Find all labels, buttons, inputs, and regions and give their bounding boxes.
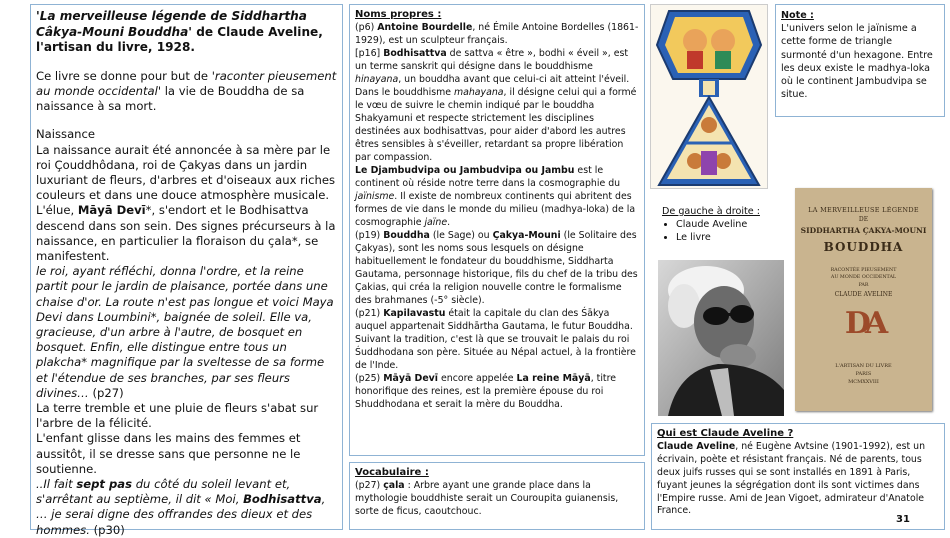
note-panel bbox=[775, 4, 945, 117]
book-cover-line: PARIS bbox=[855, 371, 872, 377]
p1-text-b: *, s'endort et le Bodhisattva descend dans son sein. Des signes précurseurs à la naissance, en particulier la floraison du çala*, se manifestent. bbox=[36, 203, 336, 264]
book-cover-line: AU MONDE OCCIDENTAL bbox=[830, 275, 897, 280]
book-cover-line: CLAUDE AVELINE bbox=[834, 291, 893, 298]
entry-text: , titre honorifique des reines, est la première épouse du roi Shuddhodana et serait la mère du Bouddha. bbox=[355, 373, 617, 410]
entry-text: (le Solitaire des Çakyas), sont les noms sous lesquels on désigne habituellement le fondateur du bouddhisme, Siddharta Gautama, personnage historique, fils du chef de la tribu des Çakias, qui créa la religion nouvelle contre le formalisme des brahmanes (-5° siècle). bbox=[355, 230, 638, 306]
biography-name: Claude Aveline bbox=[657, 440, 736, 452]
biography-body: , né Eugène Avtsine (1901-1992), est un écrivain, poète et résistant français. Né de parents, tous deux juifs russes qui se sont installés en 1891 à Paris, fuyant jeunes la ségrégation dont ils sont victimes dans l'Empire russe. Ami de Jean Vigoet, admirateur d'Anatole France. bbox=[657, 440, 926, 517]
quote-2-bold-2: Bodhisattva bbox=[243, 492, 322, 507]
entry-name: Bouddha bbox=[383, 230, 430, 241]
entry-name: Le Djambudvipa ou Jambudvipa ou Jambu bbox=[355, 165, 575, 176]
book-cover-line: RACONTÉE PIEUSEMENT bbox=[830, 268, 897, 273]
biography-text bbox=[657, 441, 939, 518]
quote-2 bbox=[36, 477, 338, 538]
vocabulary-entry bbox=[355, 479, 640, 518]
proper-names-panel bbox=[349, 4, 645, 456]
intro-quote: 'raconter pieusement au monde occidental' bbox=[36, 68, 337, 98]
vocabulary-panel bbox=[349, 462, 645, 530]
quote-1-text: le roi, ayant réfléchi, donna l'ordre, et la reine partit pour le jardin de plaisance, portée dans une chaise d'or. La route n'est pas longue et voici Maya Devi dans Loumbini*, baignée de soleil. Elle va, gracieuse, d'un arbre à l'autre, de bosquet en bosquet. Enfin, elle distingue entre tous un plakcha* magnifique par la sveltesse de sa forme et l'étendue de ses branches, par ses fleurs divines… bbox=[36, 264, 334, 400]
entry-ref: (p25) bbox=[355, 373, 384, 384]
quote-2-bold: sept pas bbox=[76, 477, 133, 492]
caption-heading: De gauche à droite : bbox=[662, 206, 760, 217]
book-cover-line: DE bbox=[858, 216, 869, 223]
entry-name: Bodhisattva bbox=[383, 48, 447, 59]
image-caption bbox=[662, 206, 792, 244]
entry-italic: jaïnisme bbox=[355, 191, 395, 202]
entry-ref: [p16] bbox=[355, 48, 384, 59]
entry-text: . Il existe de nombreux continents qui abritent des formes de vie dans le monde du milieu (madhya-loka) de la cosmographie bbox=[355, 191, 636, 228]
p1-text: La naissance aurait été annoncée à sa mère par le roi Çouddhôdana, roi de Çakyas dans un jardin luxuriant de fleurs, d'arbres et d'oiseaux aux riches couleurs et dans une douce atmosphère musicale. L'élue, bbox=[36, 142, 336, 218]
page-number: 31 bbox=[896, 514, 910, 525]
entry-italic: mahayana bbox=[453, 87, 504, 98]
caption-item: • Le livre bbox=[676, 232, 792, 245]
intro-text-a: Ce livre se donne pour but de bbox=[36, 68, 212, 83]
quote-2-c: , … je serai digne des offrandes des dieux et des hommes. bbox=[36, 492, 326, 537]
quote-1 bbox=[36, 264, 338, 401]
note-heading: Note : bbox=[781, 10, 814, 21]
proper-names-heading: Noms propres : bbox=[355, 9, 442, 20]
book-cover-image bbox=[795, 188, 932, 411]
entry-text: , il désigne celui qui a formé le vœu de suivre le chemin indiqué par le bouddha Shakyamuni et respecte strictement les disciplines destinées aux bodhisattvas, pour aider d'abord les autres êtres sensibles à s'éveiller, retardant sa propre libération par compassion. bbox=[355, 87, 637, 163]
p1-bold: Māyā Devī bbox=[77, 203, 146, 218]
main-text-panel bbox=[30, 4, 343, 537]
entry-text: (le Sage) ou bbox=[429, 230, 493, 241]
entry-bouddha bbox=[355, 229, 640, 307]
paragraph-2: La terre tremble et une pluie de fleurs s'abat sur l'arbre de la félicité. bbox=[36, 401, 319, 431]
note-text: L'univers selon le jaïnisme a cette forme de triangle surmonté d'un hexagone. Entre les deux existe le madhya-loka où le continent Jambudvipa se situe. bbox=[781, 23, 933, 101]
caption-list bbox=[662, 219, 792, 245]
entry-text: encore appelée bbox=[438, 373, 517, 384]
entry-bourdelle bbox=[355, 21, 640, 47]
book-cover-title: BOUDDHA bbox=[823, 240, 904, 254]
book-cover-line: L'ARTISAN DU LIVRE bbox=[835, 363, 892, 369]
book-cover-line: SIDDHARTHA ÇAKYA-MOUNI bbox=[800, 226, 927, 235]
entry-text: . bbox=[447, 217, 451, 228]
vocab-ref: (p27) bbox=[355, 480, 384, 491]
entry-text: , un bouddha avant que celui-ci ait atteint l'éveil. Dans le bouddhisme bbox=[355, 74, 630, 98]
quote-2-a: ..Il fait bbox=[36, 477, 77, 492]
quote-2-ref: (p30) bbox=[89, 522, 125, 537]
entry-maya-devi bbox=[355, 372, 640, 411]
entry-text: de sattva « être », bodhi « éveil », est un terme sanskrit qui désigne dans le bouddhisme bbox=[355, 48, 629, 72]
entry-ref: (p21) bbox=[355, 308, 384, 319]
jain-cosmology-image bbox=[651, 5, 767, 188]
entry-bodhisattva bbox=[355, 47, 640, 164]
entry-italic: hinayana bbox=[355, 74, 399, 85]
biography-heading: Qui est Claude Aveline ? bbox=[657, 428, 794, 439]
entry-kapilavastu bbox=[355, 307, 640, 372]
entry-text: est le continent où réside notre terre dans la cosmographie du bbox=[355, 165, 621, 189]
entry-name: Kapilavastu bbox=[383, 308, 446, 319]
quote-1-ref: (p27) bbox=[88, 385, 124, 400]
vocabulary-heading: Vocabulaire : bbox=[355, 467, 429, 478]
entry-name: Māyā Devī bbox=[383, 373, 439, 384]
caption-item: • Claude Aveline bbox=[676, 219, 792, 232]
entry-jambudvipa bbox=[355, 164, 640, 229]
entry-italic: jaïne bbox=[424, 217, 448, 228]
jain-cosmology-illustration bbox=[650, 4, 768, 189]
intro-paragraph bbox=[36, 69, 338, 115]
claude-aveline-photo bbox=[658, 260, 784, 416]
entry-name: La reine Māyā bbox=[516, 373, 591, 384]
entry-ref: (p6) bbox=[355, 22, 378, 33]
book-title-rest: de Claude Aveline, l'artisan du livre, 1928. bbox=[36, 24, 323, 55]
entry-ref: (p19) bbox=[355, 230, 384, 241]
book-cover-line: PAR bbox=[858, 283, 869, 288]
book-cover-line: LA MERVEILLEUSE LÉGENDE bbox=[808, 206, 919, 214]
entry-text: , né Émile Antoine Bordelles (1861-1929), est un sculpteur français. bbox=[355, 22, 639, 46]
book-title bbox=[36, 9, 338, 56]
entry-name: Çakya-Mouni bbox=[492, 230, 561, 241]
entry-text: était la capitale du clan des Śākya auquel appartenait Siddhārtha Gautama, le futur Bouddha. Suivant la tradition, c'est là que se trouvait le palais du roi Śuddhodana son père. Située au Népal actuel, à la frontière de l'Inde. bbox=[355, 308, 636, 371]
section-heading: Naissance bbox=[36, 127, 96, 142]
book-title-italic: 'La merveilleuse légende de Siddhartha Câkya-Mouni Bouddha' bbox=[36, 9, 307, 39]
entry-name: Antoine Bourdelle bbox=[377, 22, 473, 33]
quote-2-b: du côté du soleil levant et, s'arrêtant au septième, il dit « Moi, bbox=[36, 477, 291, 507]
vocab-word: çala bbox=[383, 480, 405, 491]
publisher-monogram: DA bbox=[844, 306, 883, 341]
paragraph-1 bbox=[36, 143, 338, 265]
book-cover-line: MCMXXVIII bbox=[848, 379, 879, 385]
vocab-text: : Arbre ayant une grande place dans la mythologie bouddhiste serait un Couroupita guianensis, sorte de ficus, caoutchouc. bbox=[355, 480, 619, 517]
paragraph-3: L'enfant glisse dans les mains des femmes et aussitôt, il se dresse sans que personne ne le soutienne. bbox=[36, 431, 301, 476]
portrait-image bbox=[658, 260, 784, 416]
intro-text-b: la vie de Bouddha de sa naissance à sa mort. bbox=[36, 83, 305, 114]
